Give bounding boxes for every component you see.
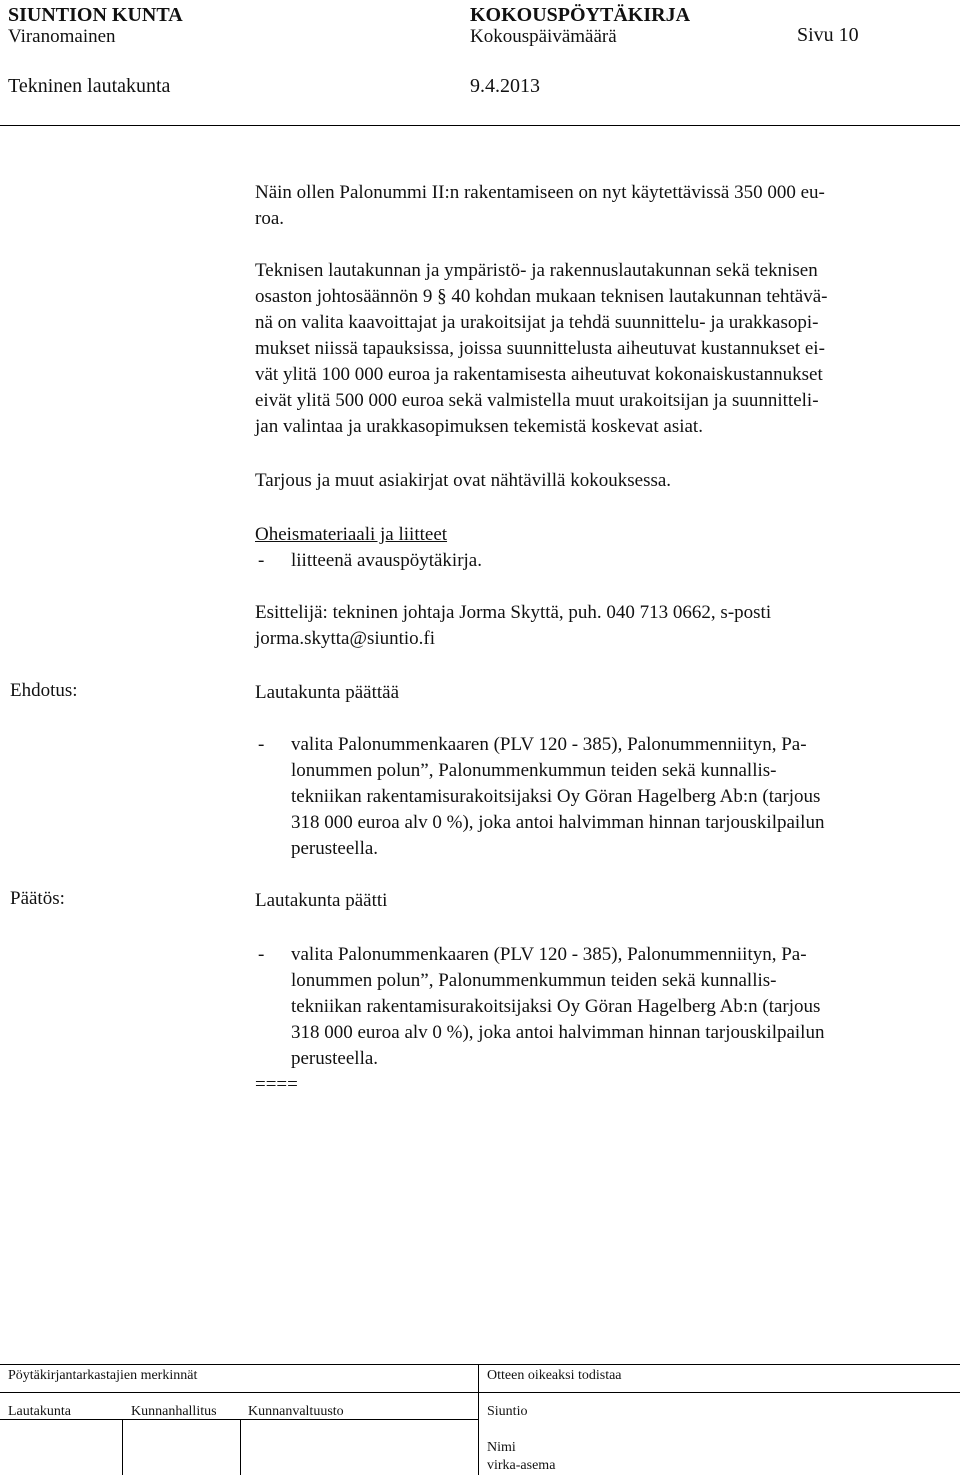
text-line: osaston johtosäännön 9 § 40 kohdan mukaan teknisen lautakunnan tehtävä- [255,286,828,307]
page-number: Sivu 10 [797,24,859,46]
text-line: roa. [255,208,285,229]
text-line: nä on valita kaavoittajat ja urakoitsijat ja tehdä suunnittelu- ja urakkasopi- [255,312,819,333]
municipality-name: SIUNTION KUNTA [8,4,183,26]
footer-col-council: Kunnanhallitus [131,1404,217,1419]
text-line: jorma.skytta@siuntio.fi [255,628,436,649]
attachments-heading: Oheismateriaali ja liitteet [255,524,448,545]
meeting-date: 9.4.2013 [470,75,540,97]
text-line: mukset niissä tapauksissa, joissa suunnittelusta aiheutuvat kustannukset ei- [255,338,825,359]
copy-certified-title: Otteen oikeaksi todistaa [487,1368,622,1383]
footer-col-board: Lautakunta [8,1404,71,1419]
text-line: vät ylitä 100 000 euroa ja rakentamisesta aiheutuvat kokonaiskustannukset [255,364,823,385]
text-line: eivät ylitä 500 000 euroa sekä valmistella muut urakoitsijan ja suunnitteli- [255,390,819,411]
document-type: KOKOUSPÖYTÄKIRJA [470,4,691,26]
text-line: 318 000 euroa alv 0 %), joka antoi halvimman hinnan tarjouskilpailun [291,1022,825,1043]
end-mark: ==== [255,1074,298,1095]
paragraph-regulation [255,258,935,440]
footer-divider-3 [478,1364,479,1475]
footer-top-rule [0,1364,960,1365]
presenter-info [255,600,935,652]
text-line: valita Palonummenkaaren (PLV 120 - 385), Palonummenniityn, Pa- [291,734,807,755]
paragraph-documents [255,468,935,494]
text-line: Tarjous ja muut asiakirjat ovat nähtävillä kokouksessa. [255,470,672,491]
footer-place: Siuntio [487,1404,528,1419]
text-line: valita Palonummenkaaren (PLV 120 - 385), Palonummenniityn, Pa- [291,944,807,965]
text-line: lonummen polun”, Palonummenkummun teiden sekä kunnallis- [291,970,777,991]
footer-name-label: Nimi [487,1440,516,1455]
footer-col-assembly: Kunnanvaltuusto [248,1404,344,1419]
text-line: perusteella. [291,1048,379,1069]
checkers-title: Pöytäkirjantarkastajien merkinnät [8,1368,198,1383]
footer-mid-rule [0,1392,960,1393]
attachments-section [255,522,935,548]
text-line: tekniikan rakentamisurakoitsijaksi Oy Göran Hagelberg Ab:n (tarjous [291,996,821,1017]
proposal-item [291,732,951,862]
text-line: Näin ollen Palonummi II:n rakentamiseen on nyt käytettävissä 350 000 eu- [255,182,825,203]
proposal-label: Ehdotus: [10,680,78,701]
attachment-item: liitteenä avauspöytäkirja. [291,550,482,571]
text-line: 318 000 euroa alv 0 %), joka antoi halvimman hinnan tarjouskilpailun [291,812,825,833]
board-name: Tekninen lautakunta [8,75,171,97]
decision-title: Lautakunta päätti [255,890,388,911]
footer-position-label: virka-asema [487,1458,556,1473]
footer-divider-1 [122,1419,123,1475]
header-divider [0,125,960,126]
proposal-dash: - [258,734,265,755]
paragraph-budget [255,180,935,232]
decision-item [291,942,951,1072]
decision-dash: - [258,944,265,965]
text-line: Teknisen lautakunnan ja ympäristö- ja rakennuslautakunnan sekä teknisen [255,260,818,281]
text-line: tekniikan rakentamisurakoitsijaksi Oy Göran Hagelberg Ab:n (tarjous [291,786,821,807]
authority-label: Viranomainen [8,26,116,47]
proposal-title: Lautakunta päättää [255,682,400,703]
text-line: jan valintaa ja urakkasopimuksen tekemistä koskevat asiat. [255,416,703,437]
decision-label: Päätös: [10,888,65,909]
footer-divider-2 [240,1419,241,1475]
attachment-dash: - [258,550,265,571]
text-line: Esittelijä: tekninen johtaja Jorma Skyttä, puh. 040 713 0662, s-posti [255,602,772,623]
text-line: lonummen polun”, Palonummenkummun teiden sekä kunnallis- [291,760,777,781]
meeting-date-label: Kokouspäivämäärä [470,26,617,47]
text-line: perusteella. [291,838,379,859]
footer-sign-rule [0,1419,478,1420]
